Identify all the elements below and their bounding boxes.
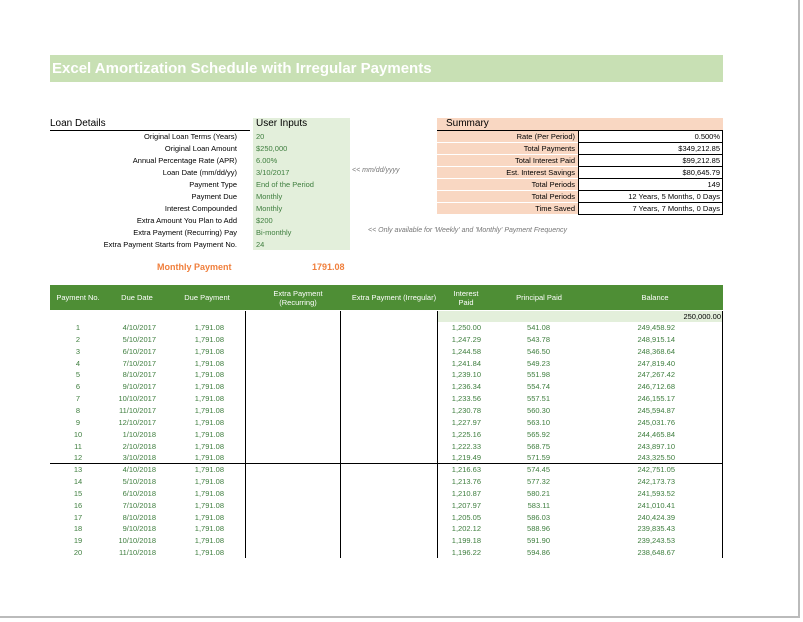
- due-date-cell: 3/10/2018: [122, 453, 156, 463]
- interest-paid-cell: 1,250.00: [451, 323, 481, 332]
- due-date-cell: 10/10/2018: [118, 536, 156, 546]
- table-row: [50, 322, 723, 334]
- due-payment-cell: 1,791.08: [194, 429, 224, 439]
- due-date-cell: 9/10/2017: [122, 382, 156, 392]
- due-payment-cell: 1,791.08: [194, 334, 224, 344]
- principal-paid-cell: 591.90: [527, 536, 550, 546]
- principal-paid-cell: 580.21: [527, 488, 550, 498]
- principal-paid-cell: 588.96: [527, 524, 550, 534]
- payment-no-cell: 17: [73, 512, 83, 522]
- due-payment-cell: 1,791.08: [194, 323, 224, 332]
- payment-no-cell: 12: [73, 453, 83, 463]
- table-row: [50, 334, 723, 346]
- payment-no-cell: 2: [75, 334, 81, 344]
- loan-detail-label: Payment Due: [191, 192, 237, 201]
- header-extra-irregular: Extra Payment (Irregular): [351, 293, 437, 302]
- balance-cell: 241,593.52: [637, 488, 675, 498]
- balance-cell: 245,594.87: [637, 405, 675, 415]
- principal-paid-cell: 541.08: [527, 323, 550, 332]
- balance-cell: 248,368.64: [637, 346, 675, 356]
- payment-no-cell: 19: [73, 536, 83, 546]
- interest-paid-cell: 1,210.87: [451, 488, 481, 498]
- principal-paid-cell: 551.98: [527, 370, 550, 380]
- payment-no-cell: 9: [75, 417, 81, 427]
- principal-paid-cell: 549.23: [527, 358, 550, 368]
- loan-detail-value: 20: [256, 132, 265, 141]
- header-due-payment: Due Payment: [184, 293, 230, 302]
- table-row: [50, 405, 723, 417]
- balance-cell: 247,267.42: [637, 370, 675, 380]
- interest-paid-cell: 1,225.16: [451, 429, 481, 439]
- due-date-cell: 8/10/2018: [122, 512, 156, 522]
- table-row: [50, 500, 723, 512]
- table-row: [50, 488, 723, 500]
- loan-detail-value: End of the Period: [256, 180, 314, 189]
- interest-paid-cell: 1,236.34: [451, 382, 481, 392]
- table-row: [50, 393, 723, 405]
- due-payment-cell: 1,791.08: [194, 394, 224, 404]
- balance-cell: 243,325.50: [637, 453, 675, 463]
- loan-detail-label: Loan Date (mm/dd/yy): [162, 168, 237, 177]
- balance-cell: 244,465.84: [637, 429, 675, 439]
- due-payment-cell: 1,791.08: [194, 500, 224, 510]
- interest-paid-cell: 1,233.56: [451, 394, 481, 404]
- loan-detail-label: Original Loan Amount: [164, 144, 237, 153]
- summary-value: 149: [578, 179, 723, 191]
- interest-paid-cell: 1,247.29: [451, 334, 481, 344]
- monthly-payment-label: Monthly Payment: [157, 262, 232, 272]
- due-payment-cell: 1,791.08: [194, 382, 224, 392]
- header-principal-paid: Principal Paid: [516, 293, 562, 302]
- due-date-cell: 12/10/2017: [118, 417, 156, 427]
- loan-detail-label: Extra Payment (Recurring) Pay: [133, 228, 237, 237]
- principal-paid-cell: 563.10: [527, 417, 550, 427]
- balance-cell: 243,897.10: [637, 441, 675, 451]
- table-row: [50, 547, 723, 559]
- payment-no-cell: 6: [75, 382, 81, 392]
- payment-no-cell: 16: [73, 500, 83, 510]
- loan-detail-label: Interest Compounded: [164, 204, 237, 213]
- summary-value: $99,212.85: [578, 155, 723, 167]
- payment-no-cell: 1: [75, 323, 81, 332]
- principal-paid-cell: 543.78: [527, 334, 550, 344]
- table-row: [50, 441, 723, 453]
- table-row: [50, 452, 723, 464]
- balance-cell: 248,915.14: [637, 334, 675, 344]
- due-date-cell: 11/10/2018: [119, 548, 156, 558]
- table-row: [50, 476, 723, 488]
- due-date-cell: 9/10/2018: [122, 524, 156, 534]
- due-payment-cell: 1,791.08: [194, 453, 224, 463]
- summary-value: 0.500%: [578, 131, 723, 143]
- interest-paid-cell: 1,244.58: [451, 346, 481, 356]
- summary-label: Rate (Per Period): [437, 131, 578, 143]
- loan-detail-label: Payment Type: [189, 180, 237, 189]
- table-row: [50, 369, 723, 381]
- interest-paid-cell: 1,219.49: [451, 453, 481, 463]
- loan-detail-value: Bi-monthly: [256, 228, 292, 237]
- payment-no-cell: 11: [74, 441, 82, 451]
- due-payment-cell: 1,791.08: [194, 465, 224, 475]
- interest-paid-cell: 1,207.97: [451, 500, 481, 510]
- due-date-cell: 7/10/2017: [122, 358, 156, 368]
- loan-detail-value: 6.00%: [256, 156, 278, 165]
- balance-cell: 239,835.43: [637, 524, 675, 534]
- due-payment-cell: 1,791.08: [194, 346, 224, 356]
- interest-paid-cell: 1,222.33: [451, 441, 481, 451]
- header-balance: Balance: [641, 293, 669, 302]
- loan-detail-value: $250,000: [256, 144, 288, 153]
- loan-detail-value: 3/10/2017: [256, 168, 290, 177]
- due-payment-cell: 1,791.08: [194, 370, 224, 380]
- principal-paid-cell: 554.74: [527, 382, 550, 392]
- due-date-cell: 6/10/2018: [122, 488, 156, 498]
- due-date-cell: 7/10/2018: [122, 500, 156, 510]
- loan-detail-value: $200: [256, 216, 273, 225]
- balance-cell: 241,010.41: [637, 500, 675, 510]
- principal-paid-cell: 565.92: [527, 429, 550, 439]
- balance-cell: 240,424.39: [637, 512, 675, 522]
- interest-paid-cell: 1,202.12: [451, 524, 481, 534]
- principal-paid-cell: 583.11: [527, 500, 550, 510]
- due-date-cell: 10/10/2017: [118, 394, 156, 404]
- loan-detail-label: Annual Percentage Rate (APR): [132, 156, 237, 165]
- summary-label: Total Periods: [437, 179, 578, 191]
- table-row: [50, 346, 723, 358]
- balance-cell: 242,173.73: [637, 477, 675, 487]
- due-payment-cell: 1,791.08: [194, 488, 224, 498]
- due-date-cell: 8/10/2017: [122, 370, 156, 380]
- table-row: [50, 417, 723, 429]
- payment-no-cell: 15: [73, 488, 83, 498]
- due-payment-cell: 1,791.08: [194, 358, 224, 368]
- due-payment-cell: 1,791.08: [194, 524, 224, 534]
- interest-paid-cell: 1,239.10: [451, 370, 481, 380]
- summary-label: Total Periods: [437, 191, 578, 203]
- payment-no-cell: 7: [75, 394, 81, 404]
- due-date-cell: 5/10/2017: [122, 334, 156, 344]
- principal-paid-cell: 568.75: [527, 441, 550, 451]
- due-date-cell: 1/10/2018: [122, 429, 156, 439]
- loan-detail-label: Extra Amount You Plan to Add: [136, 216, 237, 225]
- loan-detail-value: Monthly: [256, 192, 283, 201]
- initial-balance: 250,000.00: [683, 312, 721, 321]
- payment-no-cell: 3: [75, 346, 81, 356]
- principal-paid-cell: 574.45: [527, 465, 550, 475]
- summary-label: Time Saved: [437, 203, 578, 215]
- payment-no-cell: 13: [73, 465, 83, 475]
- table-row: [50, 464, 723, 476]
- frequency-note: << Only available for 'Weekly' and 'Monthly' Payment Frequency: [368, 227, 567, 234]
- table-row: [50, 523, 723, 535]
- table-row: [50, 381, 723, 393]
- interest-paid-cell: 1,205.05: [451, 512, 481, 522]
- due-date-cell: 11/10/2017: [119, 405, 156, 415]
- balance-cell: 238,648.67: [637, 548, 675, 558]
- initial-balance-row: [437, 311, 723, 322]
- payment-no-cell: 10: [73, 429, 83, 439]
- balance-cell: 246,712.68: [637, 382, 675, 392]
- principal-paid-cell: 557.51: [527, 394, 550, 404]
- summary-value: 12 Years, 5 Months, 0 Days: [578, 191, 723, 203]
- payment-no-cell: 18: [73, 524, 83, 534]
- balance-cell: 249,458.92: [637, 323, 675, 332]
- table-row: [50, 512, 723, 524]
- due-payment-cell: 1,791.08: [194, 512, 224, 522]
- interest-paid-cell: 1,199.18: [451, 536, 481, 546]
- summary-value: 7 Years, 7 Months, 0 Days: [578, 203, 723, 215]
- date-format-note: << mm/dd/yyyy: [352, 167, 400, 174]
- due-payment-cell: 1,791.08: [194, 441, 224, 451]
- principal-paid-cell: 586.03: [527, 512, 550, 522]
- loan-detail-value: Monthly: [256, 204, 283, 213]
- principal-paid-cell: 546.50: [527, 346, 550, 356]
- balance-cell: 242,751.05: [637, 465, 675, 475]
- principal-paid-cell: 560.30: [527, 405, 550, 415]
- summary-header-text: Summary: [446, 118, 489, 129]
- payment-no-cell: 14: [73, 477, 83, 487]
- due-date-cell: 4/10/2017: [122, 323, 156, 332]
- header-extra-recurring: Extra Payment (Recurring): [273, 288, 323, 307]
- table-row: [50, 429, 723, 441]
- loan-detail-label: Original Loan Terms (Years): [144, 132, 237, 141]
- summary-label: Est. Interest Savings: [437, 167, 578, 179]
- interest-paid-cell: 1,241.84: [451, 358, 481, 368]
- header-due-date: Due Date: [121, 293, 153, 302]
- interest-paid-cell: 1,213.76: [451, 477, 481, 487]
- principal-paid-cell: 577.32: [527, 477, 550, 487]
- summary-label: Total Payments: [437, 143, 578, 155]
- due-payment-cell: 1,791.08: [194, 417, 224, 427]
- balance-cell: 245,031.76: [637, 417, 675, 427]
- due-date-cell: 5/10/2018: [122, 477, 156, 487]
- due-date-cell: 4/10/2018: [122, 465, 156, 475]
- due-payment-cell: 1,791.08: [194, 548, 224, 558]
- due-payment-cell: 1,791.08: [194, 536, 224, 546]
- table-row: [50, 535, 723, 547]
- principal-paid-cell: 594.86: [527, 548, 550, 558]
- loan-detail-label: Extra Payment Starts from Payment No.: [103, 240, 237, 249]
- payment-no-cell: 4: [75, 358, 81, 368]
- interest-paid-cell: 1,227.97: [451, 417, 481, 427]
- balance-cell: 246,155.17: [637, 394, 675, 404]
- due-date-cell: 2/10/2018: [122, 441, 156, 451]
- balance-cell: 239,243.53: [637, 536, 675, 546]
- user-inputs-header-text: User Inputs: [256, 118, 308, 129]
- loan-details-header: Loan Details: [50, 118, 250, 131]
- payment-no-cell: 8: [75, 405, 81, 415]
- due-date-cell: 6/10/2017: [122, 346, 156, 356]
- header-payment-no: Payment No.: [56, 293, 100, 302]
- interest-paid-cell: 1,196.22: [451, 548, 481, 558]
- summary-value: $349,212.85: [578, 143, 723, 155]
- schedule-header: [50, 285, 723, 310]
- sheet-title: Excel Amortization Schedule with Irregular Payments: [50, 55, 723, 82]
- summary-value: $80,645.79: [578, 167, 723, 179]
- interest-paid-cell: 1,230.78: [451, 405, 481, 415]
- payment-no-cell: 5: [75, 370, 81, 380]
- summary-label: Total Interest Paid: [437, 155, 578, 167]
- due-payment-cell: 1,791.08: [194, 477, 224, 487]
- principal-paid-cell: 571.59: [527, 453, 550, 463]
- balance-cell: 247,819.40: [637, 358, 675, 368]
- due-payment-cell: 1,791.08: [194, 405, 224, 415]
- monthly-payment-value: 1791.08: [312, 262, 345, 272]
- header-interest-paid: Interest Paid: [453, 288, 479, 307]
- interest-paid-cell: 1,216.63: [451, 465, 481, 475]
- summary-header: [437, 118, 723, 131]
- payment-no-cell: 20: [73, 548, 83, 558]
- loan-detail-value: 24: [256, 240, 265, 249]
- table-row: [50, 358, 723, 370]
